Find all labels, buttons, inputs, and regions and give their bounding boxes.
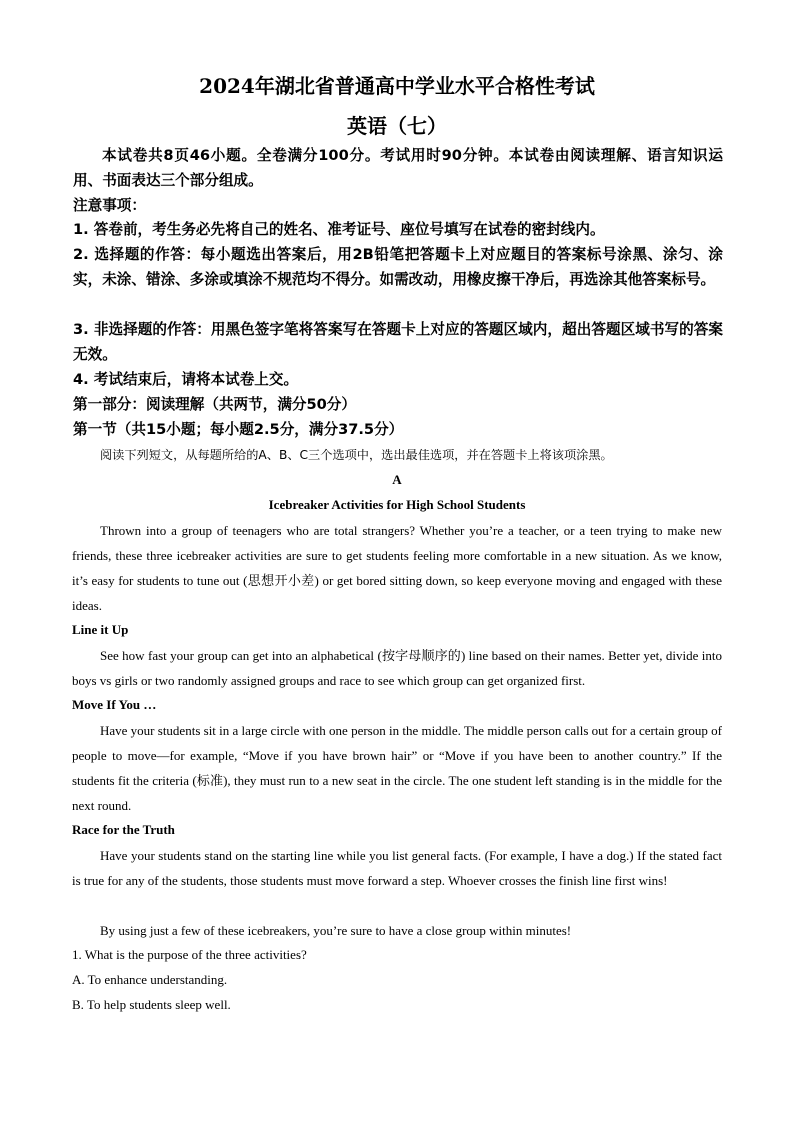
question-option-b[interactable]: B. To help students sleep well. <box>72 997 231 1012</box>
passage-letter: A <box>392 472 402 487</box>
exam-intro: 本试卷共8页46小题。全卷满分100分。考试用时90分钟。本试卷由阅读理解、语言知识运用、书面表达三个部分组成。 <box>73 147 723 189</box>
section-text-line-it-up: See how fast your group can get into an alphabetical (按字母顺序的) line based on their names. Better yet, divide into boys vs girls or two randomly assigned groups and race to see which group can get organized first. <box>72 648 722 688</box>
part-heading: 第一部分：阅读理解（共两节，满分50分） <box>73 396 356 413</box>
passage-title: Icebreaker Activities for High School Students <box>268 497 526 512</box>
passage-intro: Thrown into a group of teenagers who are total strangers? Whether you’re a teacher, or a teen trying to make new friends, these three icebreaker activities are sure to get students feeling more comfortable in a new situation. As we know, it’s easy for students to tune out (思想开小差) or get bored sitting down, so keep everyone moving and engaged with these ideas. <box>72 523 722 613</box>
note-item-3: 3. 非选择题的作答：用黑色签字笔将答案写在答题卡上对应的答题区域内，超出答题区域书写的答案无效。 <box>73 321 723 363</box>
question-stem: 1. What is the purpose of the three activities? <box>72 947 307 962</box>
note-item-1: 1. 答卷前，考生务必先将自己的姓名、准考证号、座位号填写在试卷的密封线内。 <box>73 221 605 238</box>
reading-instruction: 阅读下列短文，从每题所给的A、B、C三个选项中，选出最佳选项，并在答题卡上将该项涂黑。 <box>100 448 613 462</box>
section-text-move-if-you: Have your students sit in a large circle with one person in the middle. The middle person calls out for a certain group of people to move—for example, “Move if you have brown hair” or “Move if you have been to another country.” If the students fit the criteria (标准), they must run to a new seat in the circle. The one student left standing is in the middle for the next round. <box>72 723 722 813</box>
notes-heading: 注意事项： <box>73 197 146 214</box>
section-text-race-for-truth: Have your students stand on the starting line while you list general facts. (For example, I have a dog.) If the stated fact is true for any of the students, those students must move forward a step. Whoever crosses the finish line first wins! <box>72 848 722 888</box>
section-heading-move-if-you: Move If You … <box>72 697 157 712</box>
section-heading-line-it-up: Line it Up <box>72 622 129 637</box>
note-item-4: 4. 考试结束后，请将本试卷上交。 <box>73 371 299 388</box>
exam-subtitle: 英语（七） <box>347 114 447 138</box>
exam-title: 2024年湖北省普通高中学业水平合格性考试 <box>199 74 595 98</box>
section-heading: 第一节（共15小题；每小题2.5分，满分37.5分） <box>73 421 404 438</box>
note-item-2: 2. 选择题的作答：每小题选出答案后，用2B铅笔把答题卡上对应题目的答案标号涂黑、涂匀、涂实，未涂、错涂、多涂或填涂不规范均不得分。如需改动，用橡皮擦干净后，再选涂其他答案标号。 <box>73 246 723 288</box>
question-option-a[interactable]: A. To enhance understanding. <box>72 972 228 987</box>
section-heading-race-for-truth: Race for the Truth <box>72 822 175 837</box>
passage-closing: By using just a few of these icebreakers, you’re sure to have a close group within minutes! <box>100 923 572 938</box>
